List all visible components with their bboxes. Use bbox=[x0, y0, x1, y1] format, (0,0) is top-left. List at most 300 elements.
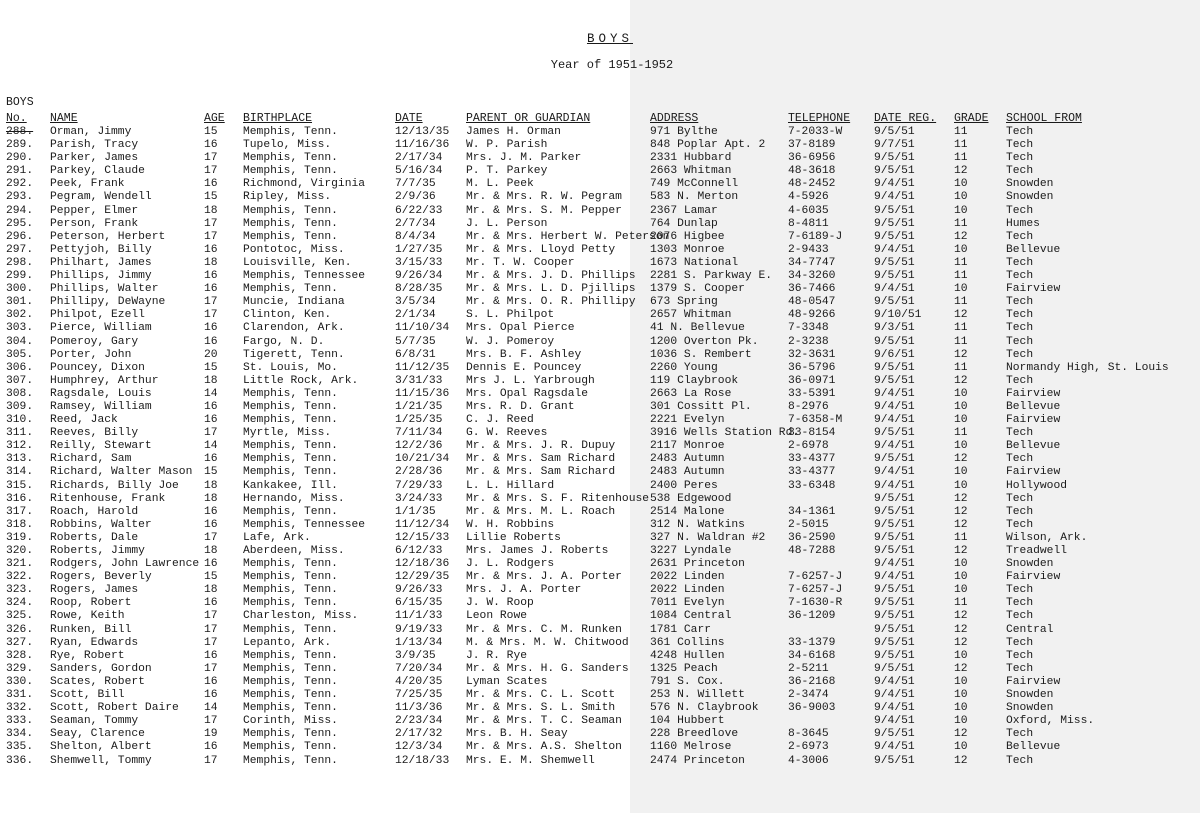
address: 791 S. Cox. bbox=[650, 675, 725, 688]
table-row bbox=[0, 178, 1200, 191]
birthplace: Louisville, Ken. bbox=[243, 256, 352, 269]
school-from: Tech bbox=[1006, 256, 1034, 269]
row-number: 334. bbox=[6, 728, 34, 741]
date-registered: 9/5/51 bbox=[874, 126, 915, 138]
date-registered: 9/5/51 bbox=[874, 453, 915, 466]
student-name: Rogers, Beverly bbox=[50, 571, 152, 584]
telephone: 7-1630-R bbox=[788, 597, 843, 610]
grade: 10 bbox=[954, 440, 968, 453]
birth-date: 8/4/34 bbox=[395, 230, 436, 243]
grade: 11 bbox=[954, 531, 968, 544]
school-from: Bellevue bbox=[1006, 243, 1061, 256]
telephone: 2-5211 bbox=[788, 662, 829, 675]
student-name: Shemwell, Tommy bbox=[50, 754, 152, 767]
student-name: Richard, Walter Mason bbox=[50, 466, 193, 479]
date-registered: 9/4/51 bbox=[874, 558, 915, 571]
telephone: 2-9433 bbox=[788, 243, 829, 256]
student-age: 16 bbox=[204, 649, 218, 662]
school-from: Tech bbox=[1006, 636, 1034, 649]
table-row bbox=[0, 257, 1200, 270]
birth-date: 1/25/35 bbox=[395, 414, 443, 427]
birthplace: Little Rock, Ark. bbox=[243, 374, 359, 387]
student-name: Runken, Bill bbox=[50, 623, 132, 636]
table-row bbox=[0, 755, 1200, 768]
birthplace: Memphis, Tenn. bbox=[243, 440, 338, 453]
student-name: Scott, Robert Daire bbox=[50, 702, 179, 715]
student-name: Philpot, Ezell bbox=[50, 309, 145, 322]
address: 848 Poplar Apt. 2 bbox=[650, 139, 766, 152]
address: 1200 Overton Pk. bbox=[650, 335, 759, 348]
school-from: Fairview bbox=[1006, 387, 1061, 400]
student-age: 16 bbox=[204, 558, 218, 571]
table-row bbox=[0, 453, 1200, 466]
parent-guardian: Mr. & Mrs. Herbert W. Peterson bbox=[466, 230, 670, 243]
date-registered: 9/5/51 bbox=[874, 649, 915, 662]
student-name: Sanders, Gordon bbox=[50, 662, 152, 675]
parent-guardian: Mrs. James J. Roberts bbox=[466, 545, 609, 557]
address: 2400 Peres bbox=[650, 479, 718, 492]
grade: 11 bbox=[954, 270, 968, 283]
parent-guardian: Dennis E. Pouncey bbox=[466, 361, 582, 374]
student-name: Scates, Robert bbox=[50, 675, 145, 688]
student-name: Roop, Robert bbox=[50, 597, 132, 610]
telephone: 7-6257-J bbox=[788, 584, 843, 597]
student-age: 16 bbox=[204, 270, 218, 283]
parent-guardian: Mr. & Mrs. Sam Richard bbox=[466, 453, 616, 466]
date-registered: 9/5/51 bbox=[874, 492, 915, 505]
birth-date: 11/16/36 bbox=[395, 139, 450, 152]
date-registered: 9/5/51 bbox=[874, 623, 915, 636]
row-number: 325. bbox=[6, 610, 34, 623]
school-from: Tech bbox=[1006, 453, 1034, 466]
student-age: 16 bbox=[204, 689, 218, 702]
grade: 10 bbox=[954, 558, 968, 571]
address: 104 Hubbert bbox=[650, 715, 725, 728]
row-number: 330. bbox=[6, 675, 34, 688]
grade: 10 bbox=[954, 649, 968, 662]
address: 1036 S. Rembert bbox=[650, 348, 752, 361]
grade: 12 bbox=[954, 728, 968, 741]
student-age: 17 bbox=[204, 662, 218, 675]
school-from: Fairview bbox=[1006, 675, 1061, 688]
row-number: 310. bbox=[6, 414, 34, 427]
grade: 11 bbox=[954, 256, 968, 269]
student-name: Seay, Clarence bbox=[50, 728, 145, 741]
birthplace: Fargo, N. D. bbox=[243, 335, 325, 348]
parent-guardian: Mr. & Mrs. O. R. Phillipy bbox=[466, 296, 636, 309]
date-registered: 9/5/51 bbox=[874, 152, 915, 165]
student-name: Rowe, Keith bbox=[50, 610, 125, 623]
parent-guardian: Mrs. B. H. Seay bbox=[466, 728, 568, 741]
birth-date: 5/16/34 bbox=[395, 165, 443, 178]
date-registered: 9/10/51 bbox=[874, 309, 922, 322]
table-row bbox=[0, 493, 1200, 506]
student-name: Philhart, James bbox=[50, 256, 152, 269]
birth-date: 2/9/36 bbox=[395, 191, 436, 204]
parent-guardian: M. L. Peek bbox=[466, 178, 534, 191]
date-registered: 9/5/51 bbox=[874, 597, 915, 610]
birthplace: Memphis, Tenn. bbox=[243, 453, 338, 466]
row-number: 303. bbox=[6, 322, 34, 335]
birthplace: Memphis, Tenn. bbox=[243, 217, 338, 230]
parent-guardian: Mrs. J. M. Parker bbox=[466, 152, 582, 165]
school-from: Tech bbox=[1006, 165, 1034, 178]
date-registered: 9/4/51 bbox=[874, 479, 915, 492]
student-age: 17 bbox=[204, 531, 218, 544]
birth-date: 12/3/34 bbox=[395, 741, 443, 754]
date-registered: 9/5/51 bbox=[874, 584, 915, 597]
date-registered: 9/4/51 bbox=[874, 466, 915, 479]
student-name: Pettyjoh, Billy bbox=[50, 243, 152, 256]
student-name: Peek, Frank bbox=[50, 178, 125, 191]
telephone: 2-3238 bbox=[788, 335, 829, 348]
student-age: 17 bbox=[204, 152, 218, 165]
address: 2631 Princeton bbox=[650, 558, 745, 571]
student-name: Pierce, William bbox=[50, 322, 152, 335]
parent-guardian: W. H. Robbins bbox=[466, 518, 555, 531]
row-number: 316. bbox=[6, 492, 34, 505]
telephone: 7-3348 bbox=[788, 322, 829, 335]
student-age: 17 bbox=[204, 623, 218, 636]
student-age: 16 bbox=[204, 322, 218, 335]
student-name: Pegram, Wendell bbox=[50, 191, 152, 204]
parent-guardian: Mrs. B. F. Ashley bbox=[466, 348, 582, 361]
row-number: 313. bbox=[6, 453, 34, 466]
school-from: Tech bbox=[1006, 427, 1034, 440]
birth-date: 1/21/35 bbox=[395, 400, 443, 413]
table-row bbox=[0, 231, 1200, 244]
date-registered: 9/5/51 bbox=[874, 662, 915, 675]
table-row bbox=[0, 375, 1200, 388]
birth-date: 7/20/34 bbox=[395, 662, 443, 675]
student-age: 17 bbox=[204, 165, 218, 178]
grade: 10 bbox=[954, 715, 968, 728]
student-age: 14 bbox=[204, 702, 218, 715]
parent-guardian: Mr. & Mrs. M. L. Roach bbox=[466, 505, 616, 518]
table-row bbox=[0, 637, 1200, 650]
telephone: 48-0547 bbox=[788, 296, 836, 309]
student-name: Porter, John bbox=[50, 348, 132, 361]
date-registered: 9/4/51 bbox=[874, 715, 915, 728]
row-number: 300. bbox=[6, 283, 34, 296]
row-number: 288. bbox=[6, 126, 34, 138]
student-name: Ryan, Edwards bbox=[50, 636, 139, 649]
parent-guardian: W. J. Pomeroy bbox=[466, 335, 555, 348]
parent-guardian: J. R. Rye bbox=[466, 649, 528, 662]
student-age: 16 bbox=[204, 453, 218, 466]
school-from: Bellevue bbox=[1006, 400, 1061, 413]
birth-date: 1/1/35 bbox=[395, 505, 436, 518]
address: 2221 Evelyn bbox=[650, 414, 725, 427]
student-age: 17 bbox=[204, 217, 218, 230]
telephone: 2-6978 bbox=[788, 440, 829, 453]
grade: 12 bbox=[954, 230, 968, 243]
birthplace: Memphis, Tenn. bbox=[243, 230, 338, 243]
birth-date: 12/2/36 bbox=[395, 440, 443, 453]
school-from: Tech bbox=[1006, 649, 1034, 662]
row-number: 292. bbox=[6, 178, 34, 191]
table-row bbox=[0, 558, 1200, 571]
grade: 10 bbox=[954, 479, 968, 492]
school-from: Snowden bbox=[1006, 191, 1054, 204]
birth-date: 6/15/35 bbox=[395, 597, 443, 610]
birth-date: 5/7/35 bbox=[395, 335, 436, 348]
student-name: Reilly, Stewart bbox=[50, 440, 152, 453]
row-number: 314. bbox=[6, 466, 34, 479]
grade: 11 bbox=[954, 139, 968, 152]
parent-guardian: Lillie Roberts bbox=[466, 531, 561, 544]
birthplace: Aberdeen, Miss. bbox=[243, 545, 345, 557]
school-from: Wilson, Ark. bbox=[1006, 531, 1088, 544]
header-no: No. bbox=[6, 112, 27, 125]
address: 312 N. Watkins bbox=[650, 518, 745, 531]
header-age: AGE bbox=[204, 112, 225, 125]
birth-date: 11/10/34 bbox=[395, 322, 450, 335]
date-registered: 9/5/51 bbox=[874, 427, 915, 440]
birthplace: Memphis, Tennessee bbox=[243, 270, 366, 283]
table-row bbox=[0, 676, 1200, 689]
student-age: 16 bbox=[204, 741, 218, 754]
table-row bbox=[0, 702, 1200, 715]
date-registered: 9/5/51 bbox=[874, 610, 915, 623]
date-registered: 9/5/51 bbox=[874, 361, 915, 374]
table-row bbox=[0, 545, 1200, 558]
address: 583 N. Merton bbox=[650, 191, 739, 204]
student-name: Reed, Jack bbox=[50, 414, 118, 427]
address: 2076 Higbee bbox=[650, 230, 725, 243]
table-row bbox=[0, 139, 1200, 152]
date-registered: 9/5/51 bbox=[874, 505, 915, 518]
birthplace: Memphis, Tenn. bbox=[243, 728, 338, 741]
grade: 10 bbox=[954, 400, 968, 413]
student-name: Rye, Robert bbox=[50, 649, 125, 662]
school-from: Tech bbox=[1006, 374, 1034, 387]
birthplace: Pontotoc, Miss. bbox=[243, 243, 345, 256]
student-name: Richards, Billy Joe bbox=[50, 479, 179, 492]
school-from: Tech bbox=[1006, 230, 1034, 243]
student-age: 15 bbox=[204, 191, 218, 204]
telephone: 7-2033-W bbox=[788, 126, 843, 138]
row-number: 317. bbox=[6, 505, 34, 518]
date-registered: 9/4/51 bbox=[874, 675, 915, 688]
telephone: 34-3260 bbox=[788, 270, 836, 283]
student-age: 20 bbox=[204, 348, 218, 361]
student-age: 18 bbox=[204, 374, 218, 387]
grade: 12 bbox=[954, 505, 968, 518]
table-row bbox=[0, 191, 1200, 204]
school-from: Central bbox=[1006, 623, 1054, 636]
parent-guardian: Mr. & Mrs. J. D. Phillips bbox=[466, 270, 636, 283]
student-name: Scott, Bill bbox=[50, 689, 125, 702]
row-number: 291. bbox=[6, 165, 34, 178]
date-registered: 9/5/51 bbox=[874, 204, 915, 217]
table-row bbox=[0, 571, 1200, 584]
grade: 12 bbox=[954, 636, 968, 649]
parent-guardian: Mr. & Mrs. J. A. Porter bbox=[466, 571, 622, 584]
date-registered: 9/5/51 bbox=[874, 256, 915, 269]
parent-guardian: Mrs. E. M. Shemwell bbox=[466, 754, 595, 767]
address: 2663 Whitman bbox=[650, 165, 732, 178]
address: 971 Bylthe bbox=[650, 126, 718, 138]
telephone: 36-7466 bbox=[788, 283, 836, 296]
birth-date: 1/13/34 bbox=[395, 636, 443, 649]
parent-guardian: Mr. & Mrs. A.S. Shelton bbox=[466, 741, 622, 754]
telephone: 36-2590 bbox=[788, 531, 836, 544]
row-number: 297. bbox=[6, 243, 34, 256]
row-number: 294. bbox=[6, 204, 34, 217]
telephone: 2-3474 bbox=[788, 689, 829, 702]
grade: 12 bbox=[954, 453, 968, 466]
telephone: 8-3645 bbox=[788, 728, 829, 741]
school-from: Tech bbox=[1006, 584, 1034, 597]
birthplace: Memphis, Tenn. bbox=[243, 675, 338, 688]
table-row bbox=[0, 283, 1200, 296]
student-name: Pouncey, Dixon bbox=[50, 361, 145, 374]
row-number: 309. bbox=[6, 400, 34, 413]
date-registered: 9/4/51 bbox=[874, 689, 915, 702]
parent-guardian: Leon Rowe bbox=[466, 610, 528, 623]
student-age: 17 bbox=[204, 427, 218, 440]
birthplace: Memphis, Tenn. bbox=[243, 165, 338, 178]
birth-date: 2/23/34 bbox=[395, 715, 443, 728]
school-from: Snowden bbox=[1006, 689, 1054, 702]
address: 327 N. Waldran #2 bbox=[650, 531, 766, 544]
grade: 11 bbox=[954, 427, 968, 440]
date-registered: 9/5/51 bbox=[874, 374, 915, 387]
grade: 10 bbox=[954, 204, 968, 217]
parent-guardian: Mrs. R. D. Grant bbox=[466, 400, 575, 413]
date-registered: 9/4/51 bbox=[874, 414, 915, 427]
school-from: Tech bbox=[1006, 348, 1034, 361]
table-row bbox=[0, 480, 1200, 493]
table-row bbox=[0, 165, 1200, 178]
school-from: Tech bbox=[1006, 518, 1034, 531]
birthplace: Memphis, Tenn. bbox=[243, 414, 338, 427]
birthplace: Richmond, Virginia bbox=[243, 178, 366, 191]
table-row bbox=[0, 624, 1200, 637]
row-number: 304. bbox=[6, 335, 34, 348]
address: 2022 Linden bbox=[650, 584, 725, 597]
birthplace: Myrtle, Miss. bbox=[243, 427, 332, 440]
student-name: Ritenhouse, Frank bbox=[50, 492, 166, 505]
parent-guardian: Mr. & Mrs. Sam Richard bbox=[466, 466, 616, 479]
table-row bbox=[0, 427, 1200, 440]
row-number: 324. bbox=[6, 597, 34, 610]
table-row bbox=[0, 610, 1200, 623]
birth-date: 12/29/35 bbox=[395, 571, 450, 584]
birth-date: 12/13/35 bbox=[395, 126, 450, 138]
birth-date: 2/1/34 bbox=[395, 309, 436, 322]
school-from: Snowden bbox=[1006, 558, 1054, 571]
birth-date: 12/18/33 bbox=[395, 754, 450, 767]
birth-date: 7/25/35 bbox=[395, 689, 443, 702]
school-from: Bellevue bbox=[1006, 741, 1061, 754]
telephone: 33-4377 bbox=[788, 466, 836, 479]
parent-guardian: P. T. Parkey bbox=[466, 165, 548, 178]
grade: 11 bbox=[954, 597, 968, 610]
telephone: 36-1209 bbox=[788, 610, 836, 623]
table-row bbox=[0, 362, 1200, 375]
birth-date: 12/15/33 bbox=[395, 531, 450, 544]
student-age: 18 bbox=[204, 204, 218, 217]
address: 2022 Linden bbox=[650, 571, 725, 584]
address: 2117 Monroe bbox=[650, 440, 725, 453]
row-number: 299. bbox=[6, 270, 34, 283]
address: 253 N. Willett bbox=[650, 689, 745, 702]
birthplace: Memphis, Tenn. bbox=[243, 204, 338, 217]
table-row bbox=[0, 349, 1200, 362]
birthplace: Clarendon, Ark. bbox=[243, 322, 345, 335]
date-registered: 9/4/51 bbox=[874, 702, 915, 715]
date-registered: 9/5/51 bbox=[874, 636, 915, 649]
parent-guardian: J. W. Roop bbox=[466, 597, 534, 610]
telephone: 7-6358-M bbox=[788, 414, 843, 427]
boys-column-label: BOYS bbox=[6, 96, 34, 109]
date-registered: 9/4/51 bbox=[874, 387, 915, 400]
student-age: 16 bbox=[204, 597, 218, 610]
student-name: Ragsdale, Louis bbox=[50, 387, 152, 400]
grade: 10 bbox=[954, 414, 968, 427]
student-age: 16 bbox=[204, 400, 218, 413]
school-from: Tech bbox=[1006, 204, 1034, 217]
date-registered: 9/4/51 bbox=[874, 400, 915, 413]
birth-date: 6/12/33 bbox=[395, 545, 443, 557]
student-age: 18 bbox=[204, 545, 218, 557]
address: 764 Dunlap bbox=[650, 217, 718, 230]
school-from: Tech bbox=[1006, 309, 1034, 322]
row-number: 312. bbox=[6, 440, 34, 453]
birthplace: Memphis, Tenn. bbox=[243, 649, 338, 662]
document-title: BOYS bbox=[586, 32, 633, 46]
telephone: 8-4811 bbox=[788, 217, 829, 230]
telephone: 34-1361 bbox=[788, 505, 836, 518]
grade: 10 bbox=[954, 584, 968, 597]
birth-date: 7/29/33 bbox=[395, 479, 443, 492]
school-from: Humes bbox=[1006, 217, 1040, 230]
table-row bbox=[0, 152, 1200, 165]
student-name: Phillips, Walter bbox=[50, 283, 159, 296]
birthplace: Memphis, Tenn. bbox=[243, 689, 338, 702]
table-row bbox=[0, 126, 1200, 139]
row-number: 307. bbox=[6, 374, 34, 387]
student-name: Roach, Harold bbox=[50, 505, 139, 518]
student-table-body bbox=[0, 126, 1200, 768]
grade: 10 bbox=[954, 571, 968, 584]
birth-date: 11/12/35 bbox=[395, 361, 450, 374]
parent-guardian: J. L. Rodgers bbox=[466, 558, 555, 571]
address: 2281 S. Parkway E. bbox=[650, 270, 773, 283]
address: 1781 Carr bbox=[650, 623, 712, 636]
student-name: Roberts, Jimmy bbox=[50, 545, 145, 557]
address: 2657 Whitman bbox=[650, 309, 732, 322]
table-row bbox=[0, 519, 1200, 532]
parent-guardian: Mr. & Mrs. J. R. Dupuy bbox=[466, 440, 616, 453]
date-registered: 9/5/51 bbox=[874, 296, 915, 309]
telephone: 48-3618 bbox=[788, 165, 836, 178]
row-number: 308. bbox=[6, 387, 34, 400]
student-age: 19 bbox=[204, 728, 218, 741]
table-row bbox=[0, 336, 1200, 349]
header-birthplace: BIRTHPLACE bbox=[243, 112, 313, 125]
birth-date: 12/18/36 bbox=[395, 558, 450, 571]
table-row bbox=[0, 244, 1200, 257]
row-number: 319. bbox=[6, 531, 34, 544]
parent-guardian: Mr. & Mrs. R. W. Pegram bbox=[466, 191, 622, 204]
grade: 10 bbox=[954, 191, 968, 204]
row-number: 298. bbox=[6, 256, 34, 269]
header-address: ADDRESS bbox=[650, 112, 699, 125]
telephone: 33-4377 bbox=[788, 453, 836, 466]
